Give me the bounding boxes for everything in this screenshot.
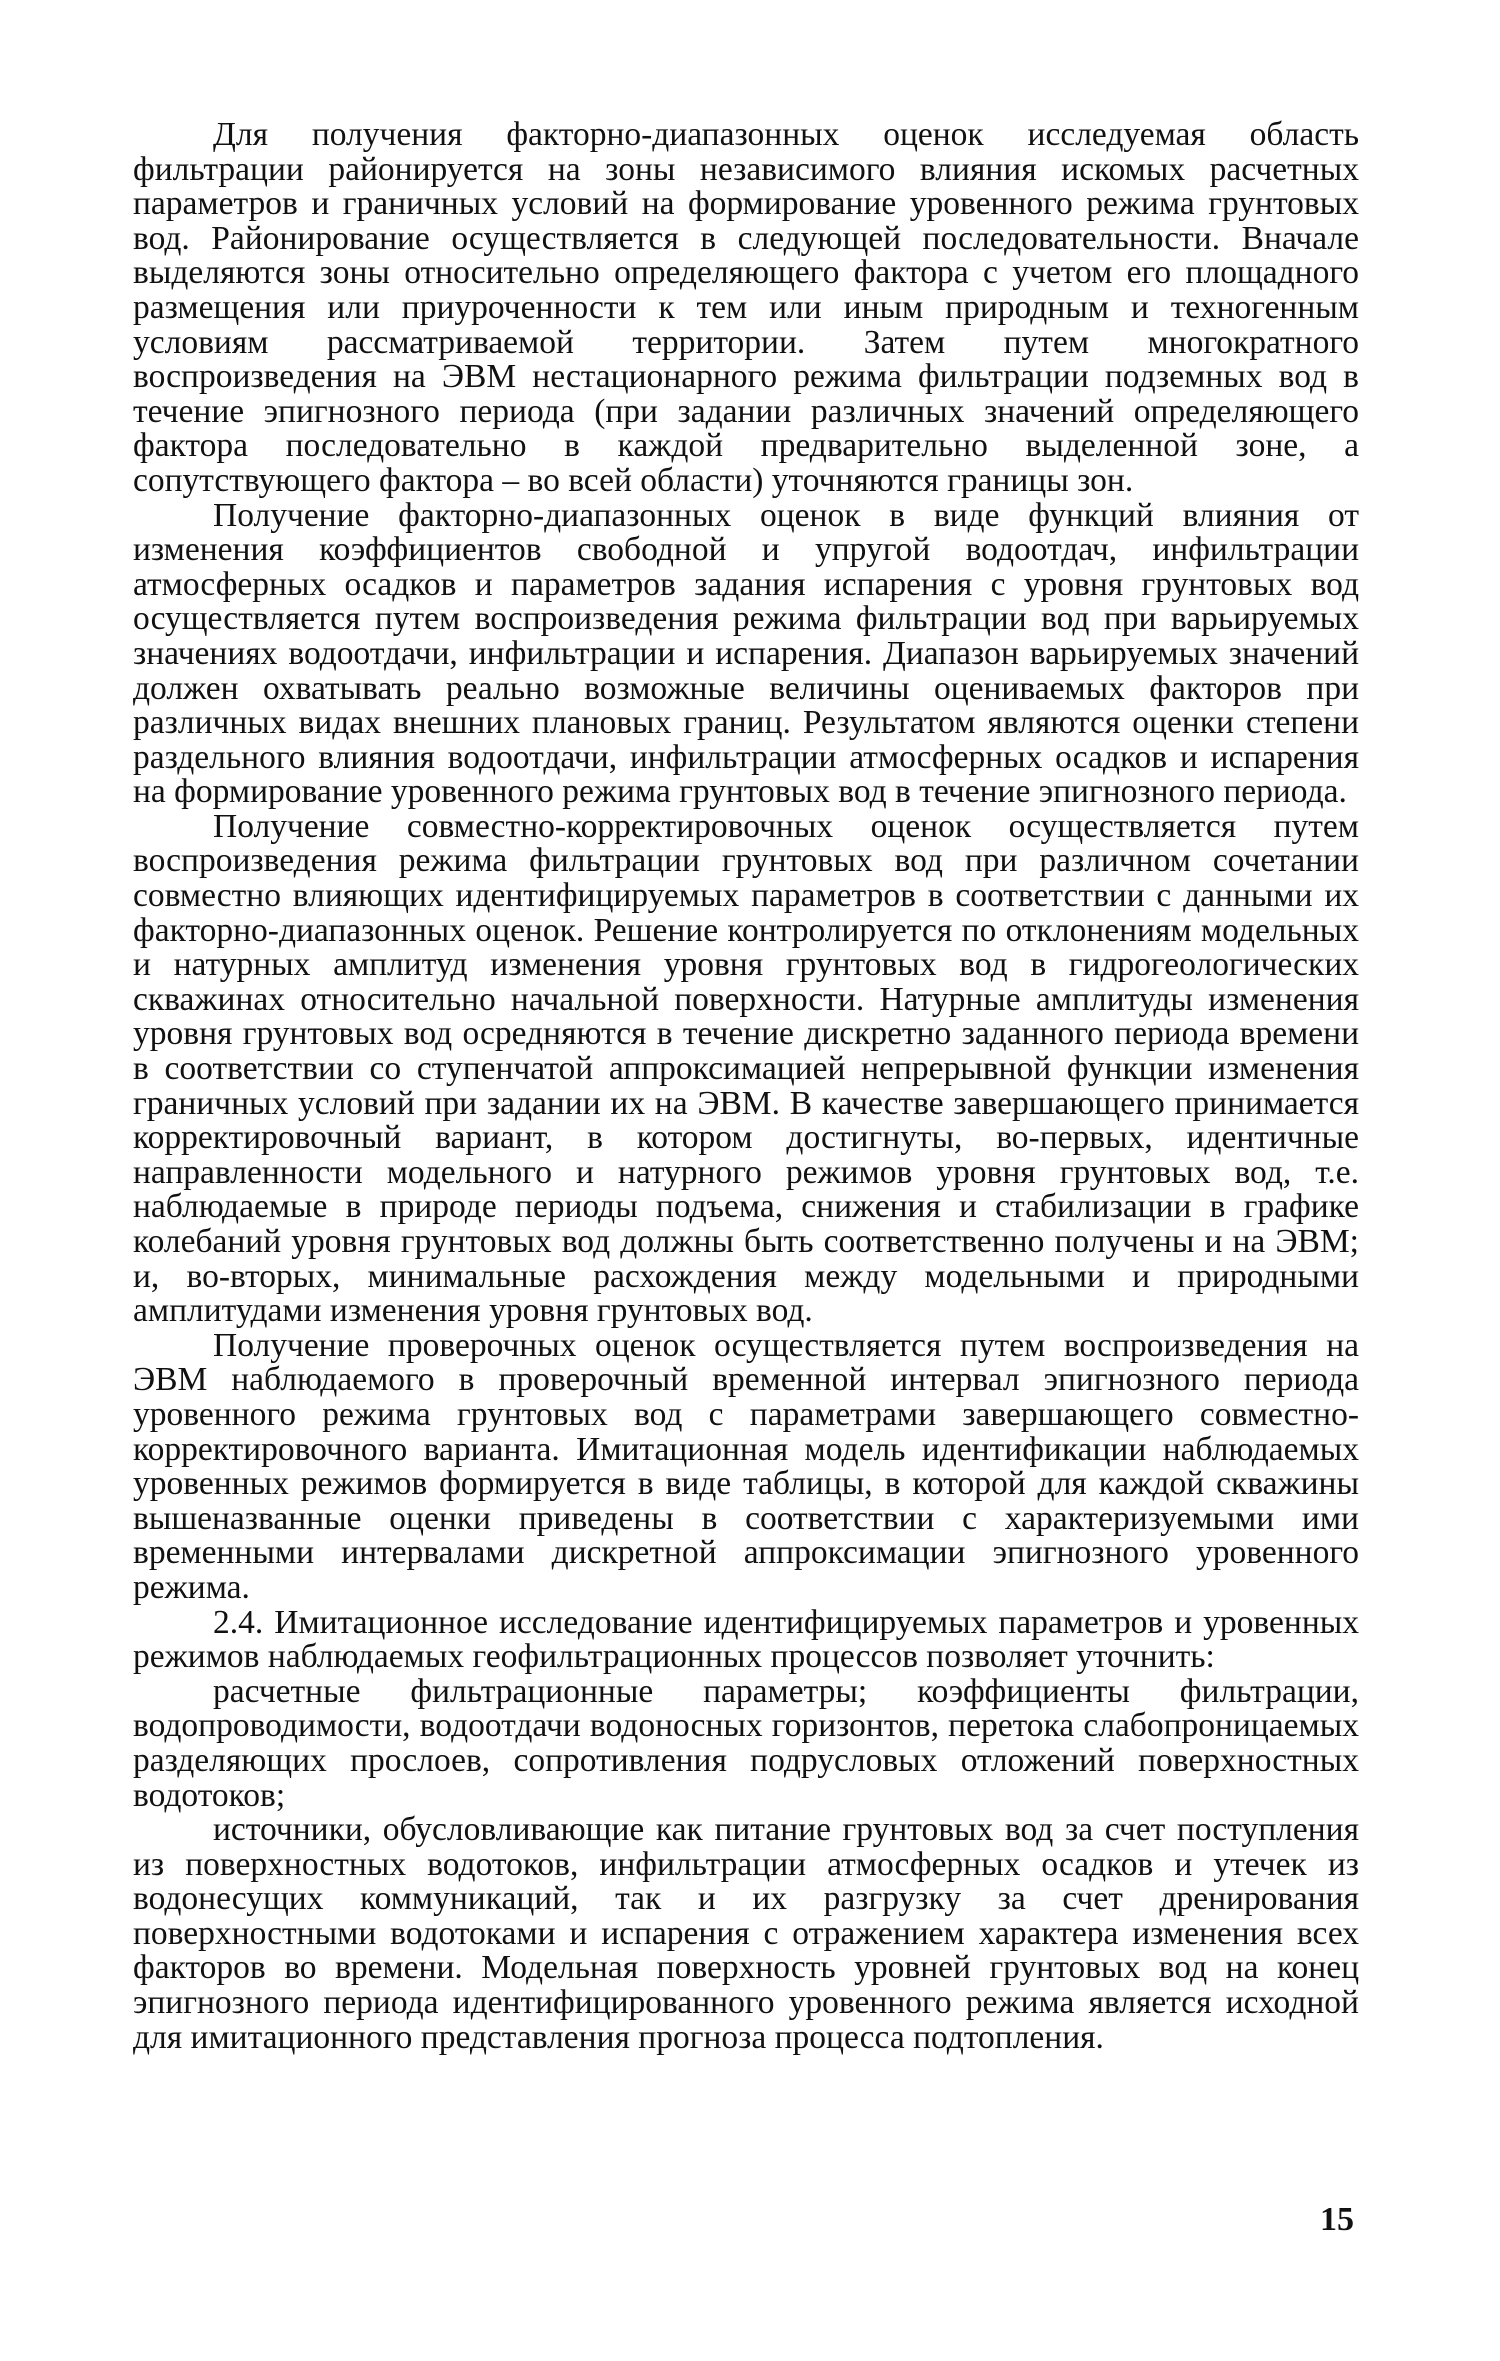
paragraph: Получение совместно-корректировочных оценок осуществляется путем воспроизведения режима фильтрации грунтовых вод при различном сочетании совместно влияющих идентифицируемых параметров в соответствии с данными их факторно-диапазонных оценок. Решение контролируется по отклонениям модельных и натурных амплитуд изменения уровня грунтовых вод в гидрогеологических скважинах относительно начальной поверхности. Натурные амплитуды изменения уровня грунтовых вод осредняются в течение дискретно заданного периода времени в соответствии со ступенчатой аппроксимацией непрерывной функции изменения граничных условий при задании их на ЭВМ. В качестве завершающего принимается корректировочный вариант, в котором достигнуты, во-первых, идентичные направленности модельного и натурного режимов уровня грунтовых вод, т.е. наблюдаемые в природе периоды подъема, снижения и стабилизации в графике колебаний уровня грунтовых вод должны быть соответственно получены и на ЭВМ; и, во-вторых, минимальные расхождения между модельными и природными амплитудами изменения уровня грунтовых вод. bbox=[133, 807, 1359, 1330]
paragraph: Для получения факторно-диапазонных оценок исследуемая область фильтрации районируется на зоны независимого влияния искомых расчетных параметров и граничных условий на формирование уровенного режима грунтовых вод. Районирование осуществляется в следующей последовательности. Вначале выделяются зоны относительно определяющего фактора с учетом его площадного размещения или приуроченности к тем или иным природным и техногенным условиям рассматриваемой территории. Затем путем многократного воспроизведения на ЭВМ нестационарного режима фильтрации подземных вод в течение эпигнозного периода (при задании различных значений определяющего фактора последовательно в каждой предварительно выделенной зоне, а сопутствующего фактора – во всей области) уточняются границы зон. bbox=[133, 116, 1359, 499]
page-number: 15 bbox=[1320, 2201, 1354, 2238]
paragraph: Получение проверочных оценок осуществляется путем воспроизведения на ЭВМ наблюдаемого в проверочный временной интервал эпигнозного периода уровенного режима грунтовых вод с параметрами завершающего совместно-корректировочного варианта. Имитационная модель идентификации наблюдаемых уровенных режимов формируется в виде таблицы, в которой для каждой скважины вышеназванные оценки приведены в соответствии с характеризуемыми ими временными интервалами дискретной аппроксимации эпигнозного уровенного режима. bbox=[133, 1326, 1359, 1606]
section-paragraph bbox=[133, 1603, 1360, 1676]
page-body bbox=[133, 118, 1359, 2055]
paragraph: Получение факторно-диапазонных оценок в виде функций влияния от изменения коэффициентов свободной и упругой водоотдач, инфильтрации атмосферных осадков и параметров задания испарения с уровня грунтовых вод осуществляется путем воспроизведения режима фильтрации вод при варьируемых значениях водоотдачи, инфильтрации и испарения. Диапазон варьируемых значений должен охватывать реально возможные величины оцениваемых факторов при различных видах внешних плановых границ. Результатом являются оценки степени раздельного влияния водоотдачи, инфильтрации атмосферных осадков и испарения на формирование уровенного режима грунтовых вод в течение эпигнозного периода. bbox=[133, 496, 1359, 811]
section-number: 2.4. bbox=[213, 1603, 264, 1641]
section-text: Имитационное исследование идентифицируемых параметров и уровенных режимов наблюдаемых геофильтрационных процессов позволяет уточнить: bbox=[133, 1603, 1360, 1676]
list-item: расчетные фильтрационные параметры; коэффициенты фильтрации, водопроводимости, водоотдачи водоносных горизонтов, перетока слабопроницаемых разделяющих прослоев, сопротивления подрусловых отложений поверхностных водотоков; bbox=[133, 1672, 1359, 1814]
list-item: источники, обусловливающие как питание грунтовых вод за счет поступления из поверхностных водотоков, инфильтрации атмосферных осадков и утечек из водонесущих коммуникаций, так и их разгрузку за счет дренирования поверхностными водотоками и испарения с отражением характера изменения всех факторов во времени. Модельная поверхность уровней грунтовых вод на конец эпигнозного периода идентифицированного уровенного режима является исходной для имитационного представления прогноза процесса подтопления. bbox=[133, 1811, 1359, 2056]
